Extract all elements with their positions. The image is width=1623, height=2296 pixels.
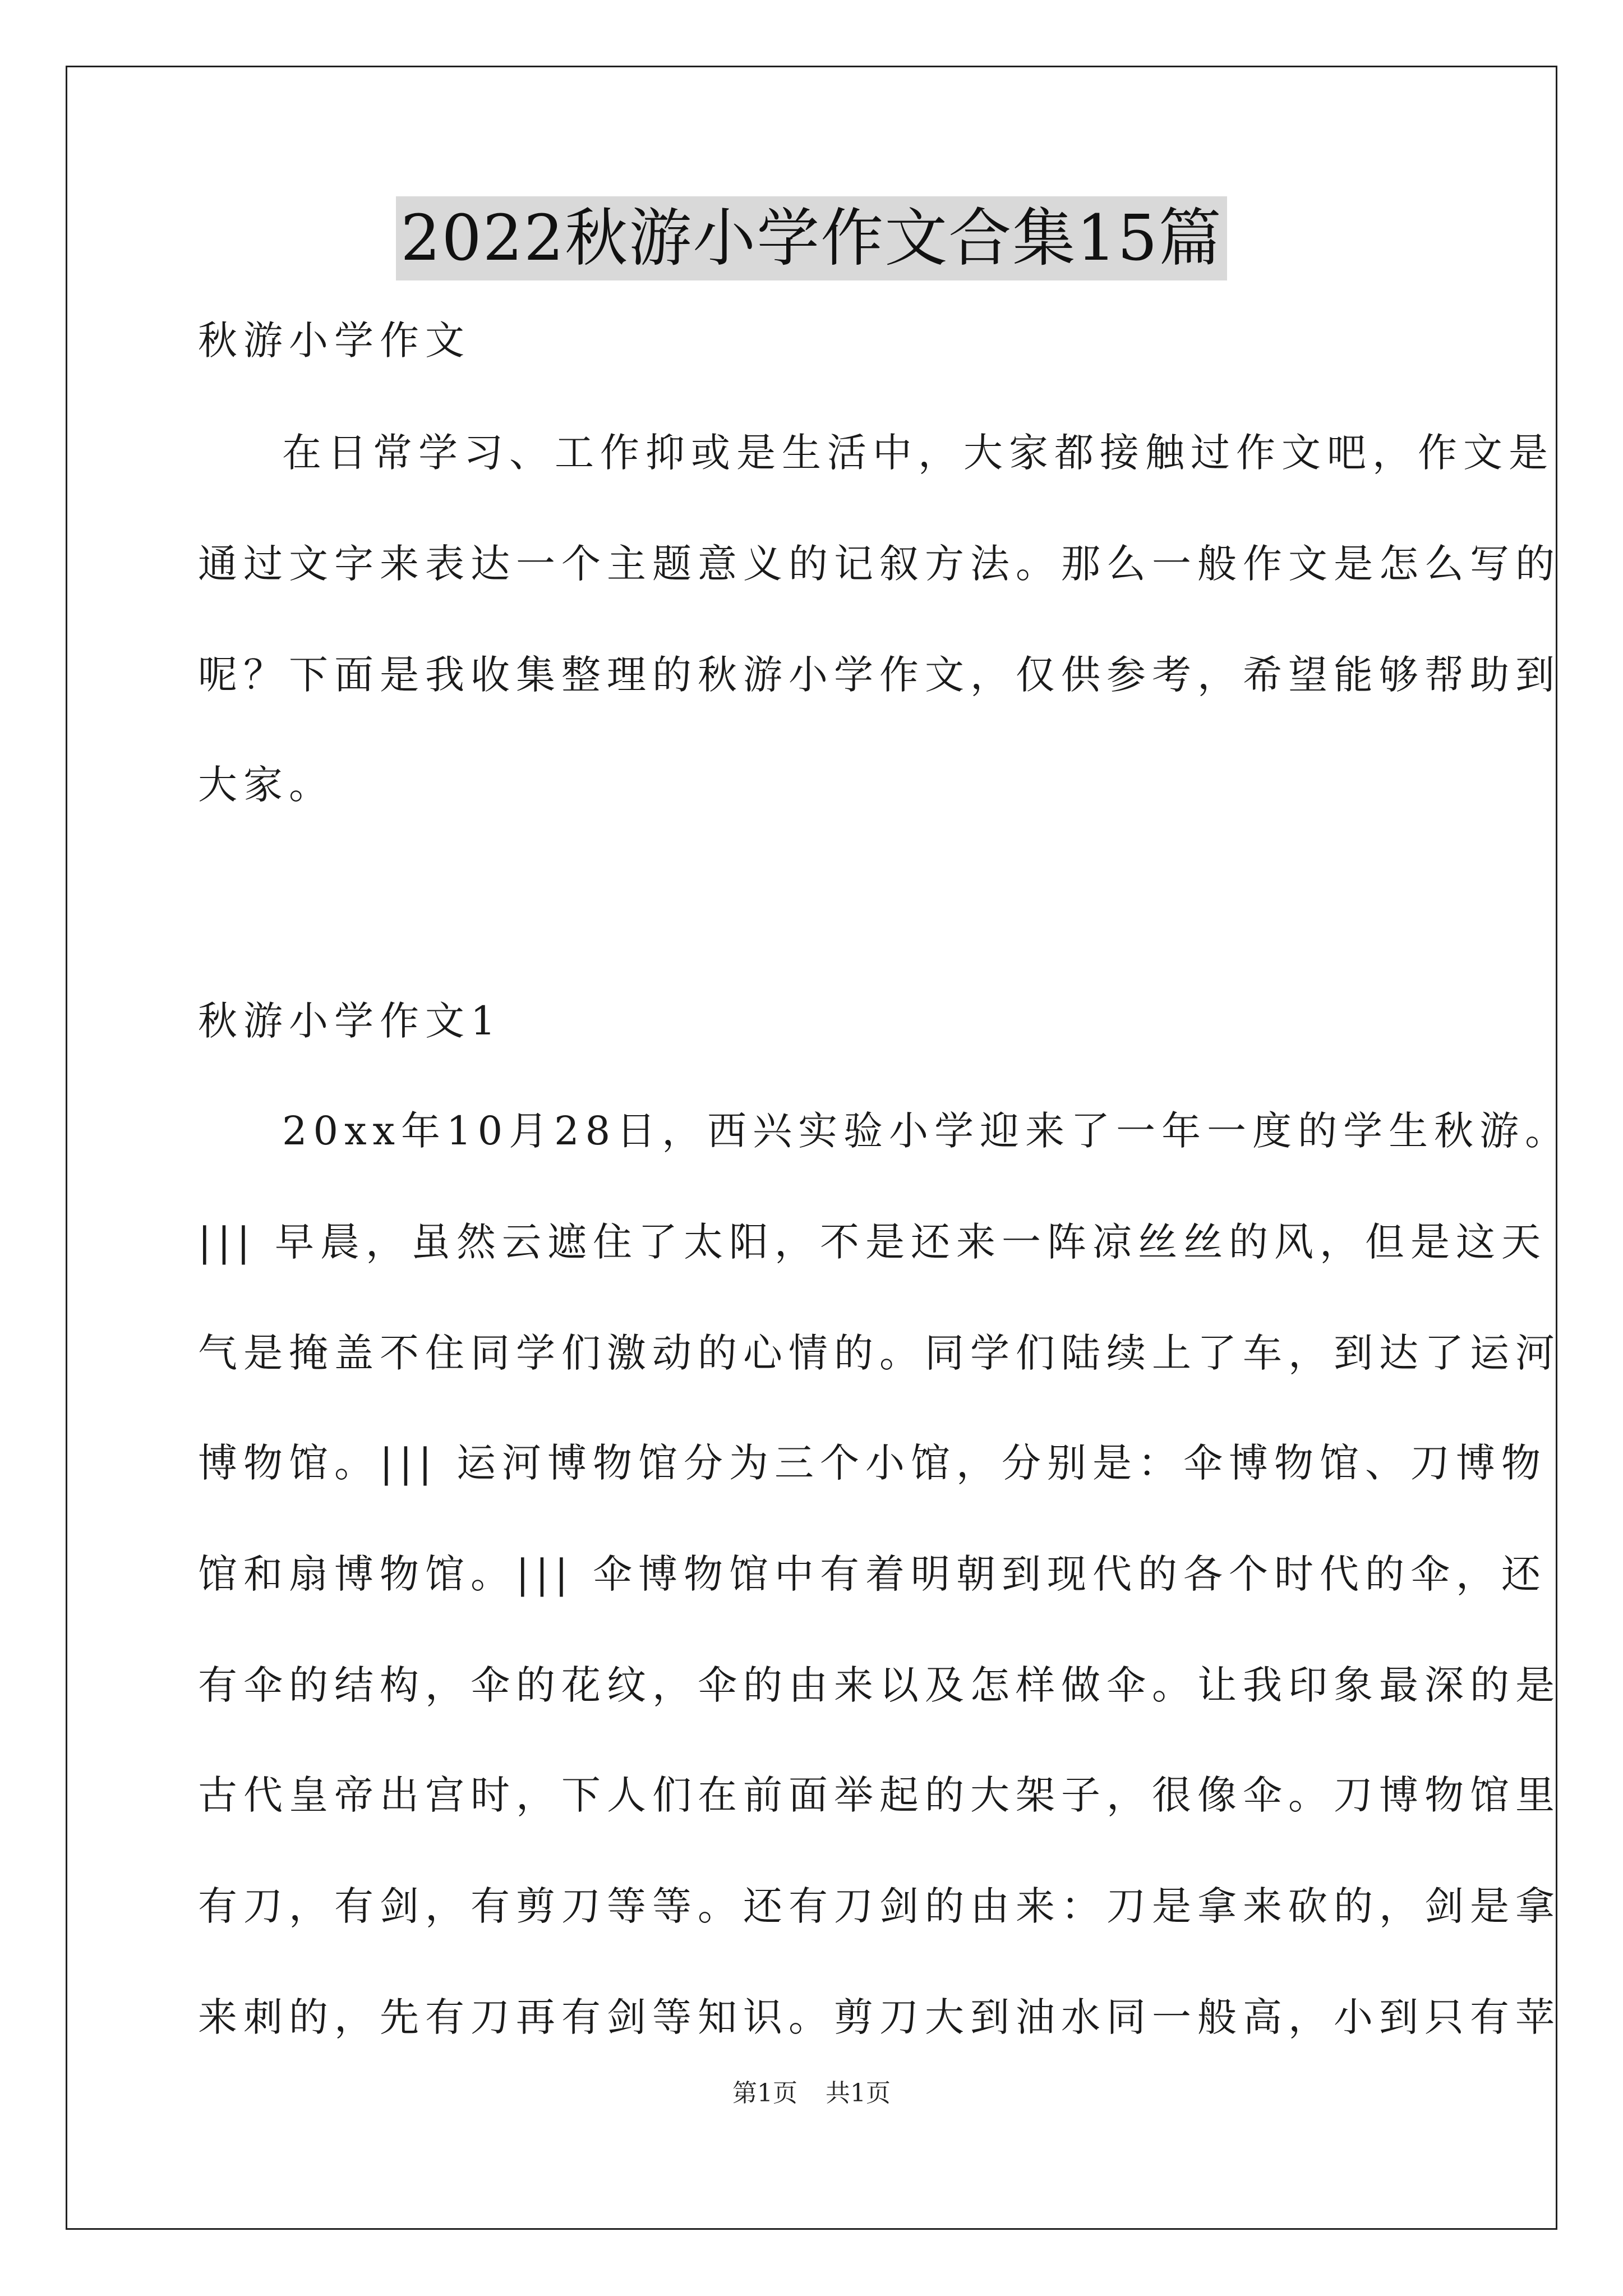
paragraph-line: 呢？下面是我收集整理的秋游小学作文，仅供参考，希望能够帮助到 xyxy=(198,652,1561,698)
paragraph-line: 博物馆。||| 运河博物馆分为三个小馆，分别是：伞博物馆、刀博物 xyxy=(198,1440,1547,1486)
page-number: 第1页 xyxy=(732,2079,797,2108)
title-container xyxy=(0,196,1623,280)
paragraph-line: 有伞的结构，伞的花纹，伞的由来以及怎样做伞。让我印象最深的是 xyxy=(198,1662,1561,1708)
paragraph-line: 气是掩盖不住同学们激动的心情的。同学们陆续上了车，到达了运河 xyxy=(198,1330,1561,1376)
document-title: 2022秋游小学作文合集15篇 xyxy=(396,196,1227,280)
section-heading: 秋游小学作文 xyxy=(198,318,471,364)
paragraph-line: 有刀，有剑，有剪刀等等。还有刀剑的由来：刀是拿来砍的，剑是拿 xyxy=(198,1883,1561,1929)
paragraph-line: 馆和扇博物馆。||| 伞博物馆中有着明朝到现代的各个时代的伞，还 xyxy=(198,1551,1547,1597)
page-footer xyxy=(0,2077,1623,2110)
paragraph-line: 古代皇帝出宫时，下人们在前面举起的大架子，很像伞。刀博物馆里 xyxy=(198,1772,1561,1818)
paragraph-line: 大家。 xyxy=(198,762,334,808)
page-total: 共1页 xyxy=(826,2079,891,2108)
paragraph-line: 在日常学习、工作抑或是生活中，大家都接触过作文吧，作文是 xyxy=(282,430,1554,476)
paragraph-line: 来刺的，先有刀再有剑等知识。剪刀大到油水同一般高，小到只有苹 xyxy=(198,1994,1561,2040)
section-heading: 秋游小学作文1 xyxy=(198,998,502,1044)
paragraph-line: 20xx年10月28日，西兴实验小学迎来了一年一度的学生秋游。 xyxy=(282,1108,1571,1154)
paragraph-line: ||| 早晨，虽然云遮住了太阳，不是还来一阵凉丝丝的风，但是这天 xyxy=(198,1219,1547,1265)
paragraph-line: 通过文字来表达一个主题意义的记叙方法。那么一般作文是怎么写的 xyxy=(198,541,1561,587)
